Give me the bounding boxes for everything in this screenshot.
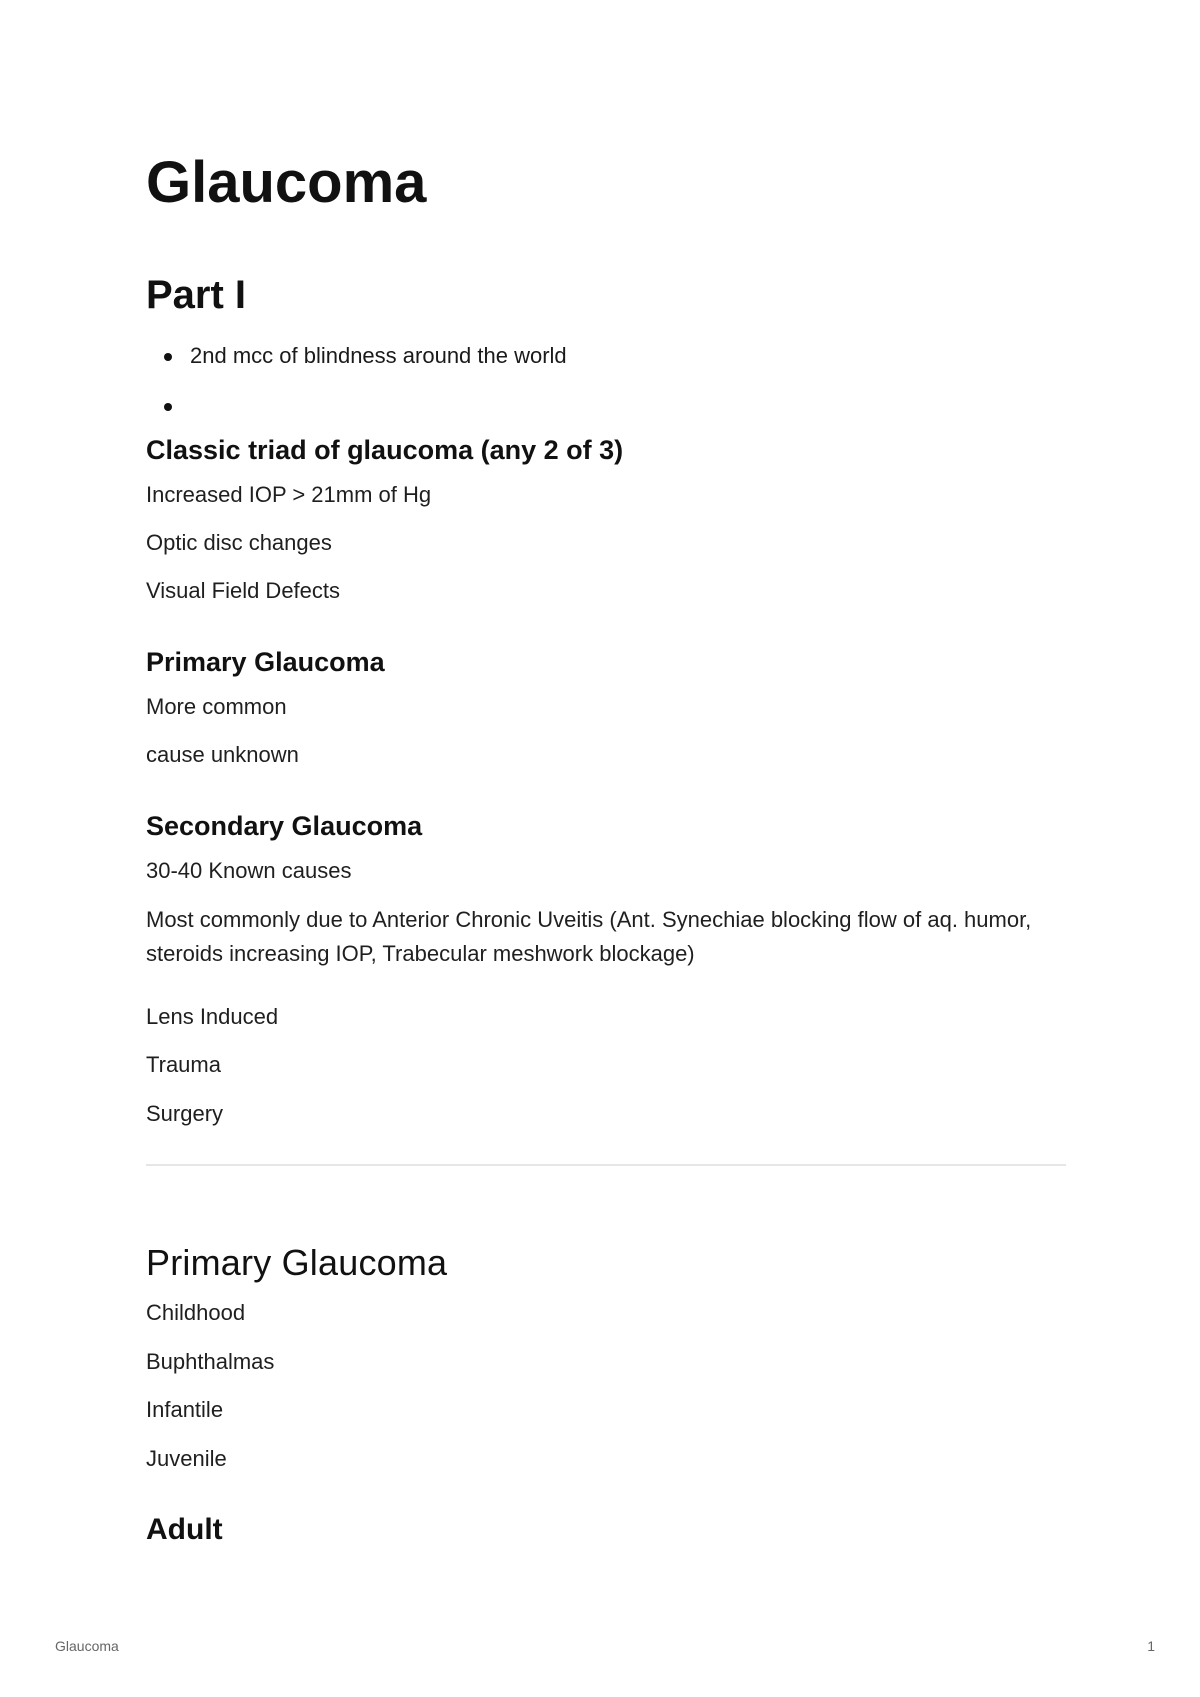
paragraph: Visual Field Defects — [146, 578, 341, 603]
paragraph: Most commonly due to Anterior Chronic Uveitis (Ant. Synechiae blocking flow of aq. humor, steroids increasing IOP, Trabecular meshwork blockage) — [146, 907, 1032, 966]
document-title: Glaucoma — [146, 150, 427, 215]
paragraph: Trauma — [146, 1052, 221, 1077]
paragraph: More common — [146, 694, 287, 719]
section-heading-primary-glaucoma: Primary Glaucoma — [146, 647, 385, 677]
section-heading-adult: Adult — [146, 1513, 223, 1546]
paragraph: Buphthalmas — [146, 1349, 275, 1374]
list-item — [146, 390, 1066, 428]
list-item-text: 2nd mcc of blindness around the world — [190, 343, 567, 368]
paragraph: Childhood — [146, 1300, 246, 1325]
paragraph: Increased IOP > 21mm of Hg — [146, 482, 432, 507]
page-number: 1 — [1147, 1638, 1155, 1654]
bullet-icon — [164, 403, 172, 411]
horizontal-divider — [146, 1164, 1066, 1166]
paragraph: Juvenile — [146, 1446, 227, 1471]
part-heading: Part I — [146, 273, 247, 317]
paragraph: Surgery — [146, 1101, 224, 1126]
section-heading-primary-glaucoma-2: Primary Glaucoma — [146, 1242, 448, 1283]
section-heading-secondary-glaucoma: Secondary Glaucoma — [146, 811, 423, 841]
paragraph: Lens Induced — [146, 1004, 279, 1029]
paragraph: Optic disc changes — [146, 530, 332, 555]
paragraph: Infantile — [146, 1397, 224, 1422]
bullet-list — [146, 340, 1066, 440]
paragraph: 30-40 Known causes — [146, 858, 352, 883]
footer-title: Glaucoma — [55, 1638, 119, 1654]
list-item — [146, 340, 1066, 378]
paragraph: cause unknown — [146, 742, 299, 767]
section-heading-classic-triad: Classic triad of glaucoma (any 2 of 3) — [146, 435, 624, 465]
bullet-icon — [164, 353, 172, 361]
